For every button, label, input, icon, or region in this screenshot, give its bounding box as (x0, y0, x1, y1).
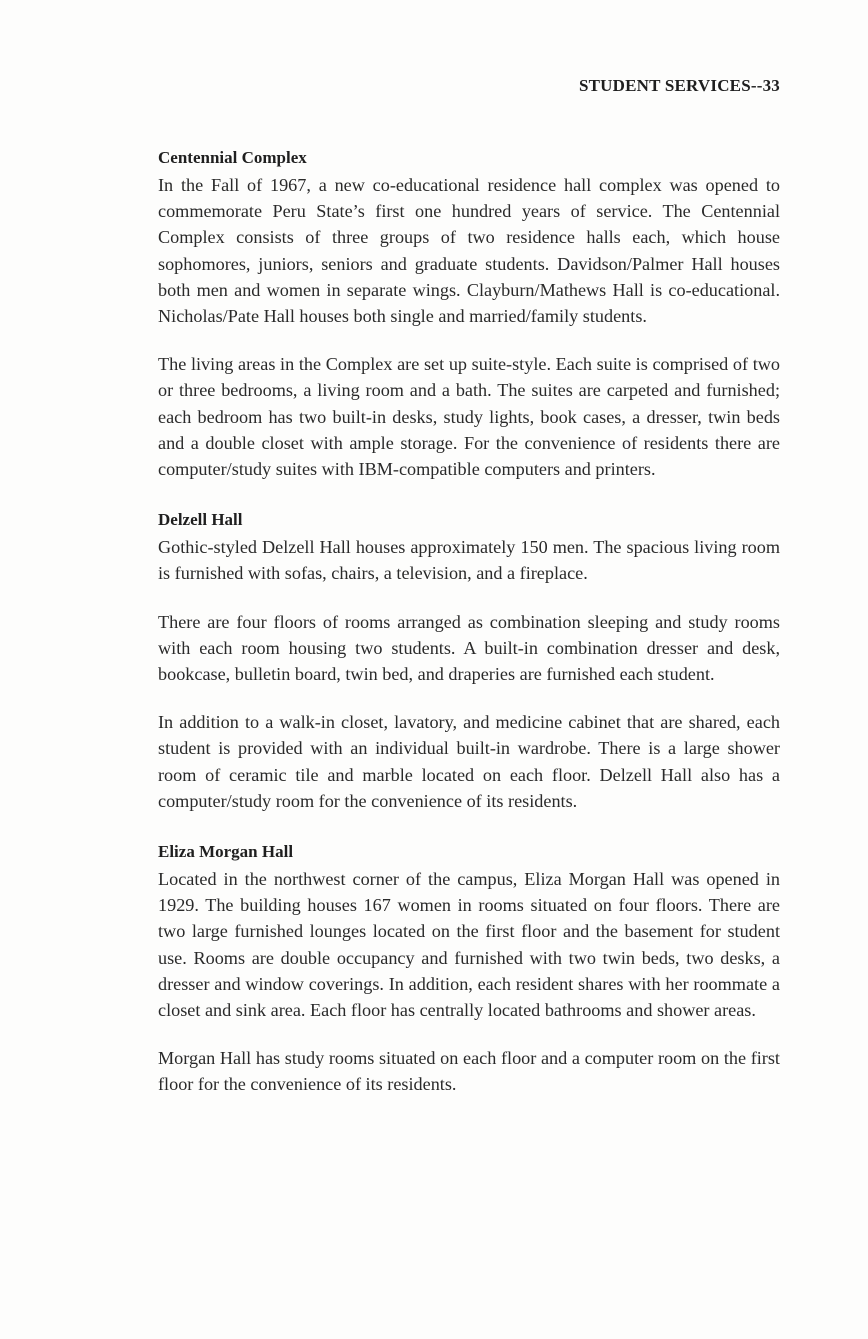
running-header: STUDENT SERVICES--33 (578, 76, 780, 95)
paragraph: Located in the northwest corner of the campus, Eliza Morgan Hall was opened in 1929. The building houses 167 women in rooms situated on four floors. There are two large furnished lounges located on the first floor and the basement for student use. Rooms are double occupancy and furnished with two twin beds, two desks, a dresser and window coverings. In addition, each resident shares with her roommate a closet and sink area. Each floor has centrally located bathrooms and shower areas. (158, 869, 780, 1021)
paragraph: In the Fall of 1967, a new co-educational residence hall complex was opened to commemorate Peru State’s first one hundred years of service. The Centennial Complex consists of three groups of two residence halls each, which house sophomores, juniors, seniors and graduate students. Davidson/Palmer Hall houses both men and women in separate wings. Clayburn/Mathews Hall is co-educational. Nicholas/Pate Hall houses both single and married/family students. (158, 175, 780, 327)
section-centennial-complex (158, 146, 780, 482)
section-delzell-hall (158, 508, 780, 814)
section-heading: Eliza Morgan Hall (158, 842, 294, 862)
paragraph: There are four floors of rooms arranged as combination sleeping and study rooms with each room housing two students. A built-in combination dresser and desk, bookcase, bulletin board, twin bed, and draperies are furnished each student. (158, 611, 780, 685)
paragraph: Morgan Hall has study rooms situated on each floor and a computer room on the first floor for the convenience of its residents. (158, 1048, 780, 1095)
paragraph: In addition to a walk-in closet, lavatory, and medicine cabinet that are shared, each student is provided with an individual built-in wardrobe. There is a large shower room of ceramic tile and marble located on each floor. Delzell Hall also has a computer/study room for the convenience of its residents. (158, 712, 780, 811)
page-content (158, 146, 780, 1098)
paragraph: The living areas in the Complex are set up suite-style. Each suite is comprised of two or three bedrooms, a living room and a bath. The suites are carpeted and furnished; each bedroom has two built-in desks, study lights, book cases, a dresser, twin beds and a double closet with ample storage. For the convenience of residents there are computer/study suites with IBM-compatible computers and printers. (158, 354, 780, 480)
section-heading: Delzell Hall (158, 510, 243, 530)
section-eliza-morgan-hall (158, 840, 780, 1098)
section-heading: Centennial Complex (158, 148, 307, 167)
paragraph: Gothic-styled Delzell Hall houses approximately 150 men. The spacious living room is furnished with sofas, chairs, a television, and a fireplace. (158, 537, 780, 584)
